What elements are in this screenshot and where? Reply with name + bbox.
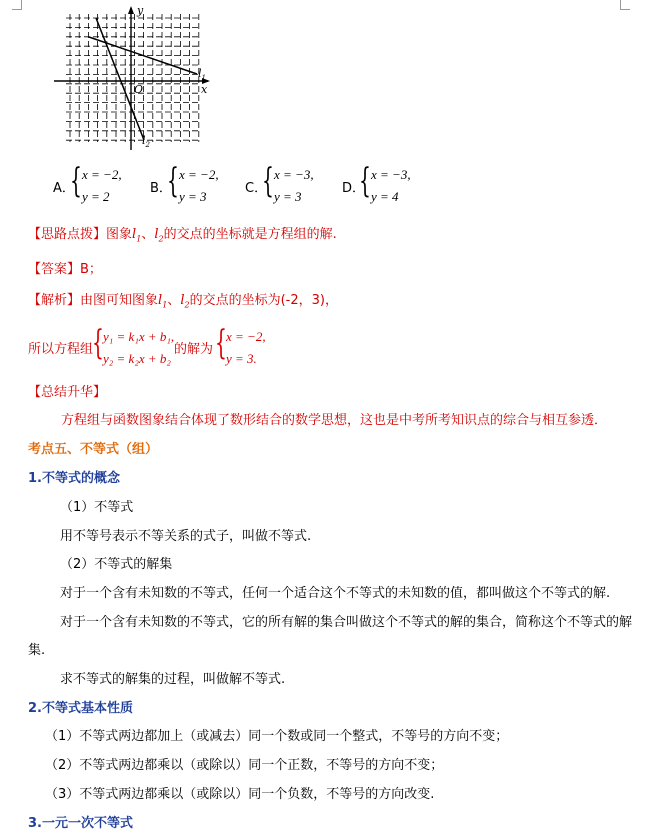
option-letter: B． (150, 181, 172, 196)
analysis-l2 (180, 293, 189, 308)
system-prefix: 所以方程组 (28, 342, 94, 357)
hint-l2 (154, 227, 163, 242)
origin-label: O (134, 83, 144, 96)
brace-icon: { (262, 161, 274, 201)
linear-title: 3.一元一次不等式 (28, 816, 133, 831)
hint-sep: 、 (141, 227, 155, 242)
option-equation: y = 3 (179, 189, 207, 204)
section-title: 考点五、不等式（组） (28, 442, 159, 457)
analysis-l1 (158, 293, 167, 308)
brace-icon: { (215, 323, 227, 363)
option-equation: y = 2 (82, 189, 110, 204)
hint-post: 的交点的坐标就是方程组的解. (163, 227, 337, 242)
solution-eq1: x = −2, (226, 329, 266, 344)
analysis-pre: 由图可知图象 (80, 293, 159, 308)
analysis-l2-letter: l (180, 293, 185, 308)
concept-item2-text3: 求不等式的解集的过程，叫做解不等式. (60, 672, 286, 687)
solution-eq2: y = 3. (226, 351, 257, 366)
analysis-tag: 【解析】 (28, 293, 81, 308)
line1-letter: l (198, 67, 202, 80)
option-letter: A． (53, 181, 75, 196)
line1-subscript: 1 (201, 74, 206, 82)
option-system (82, 164, 122, 208)
property-2: （2）不等式两边都乘以（或除以）同一个正数，不等号的方向不变； (45, 758, 444, 773)
brace-icon: { (70, 161, 82, 201)
hint-l1-sub: 1 (136, 234, 142, 244)
brace-icon: { (167, 161, 179, 201)
property-3: （3）不等式两边都乘以（或除以）同一个负数，不等号的方向改变. (45, 787, 435, 802)
concept-item2-text2b: 集. (28, 643, 46, 658)
option-letter: D． (342, 181, 366, 196)
analysis-l1-sub: 1 (162, 300, 168, 310)
x-axis-label: x (201, 83, 208, 96)
system-eq2: y₂ = k₂x + b₂ (103, 351, 171, 366)
analysis-l2-sub: 2 (184, 300, 190, 310)
option-system (274, 164, 314, 208)
option-system (371, 164, 411, 208)
hint-l2-letter: l (154, 227, 159, 242)
summary-body: 方程组与函数图象结合体现了数形结合的数学思想，这也是中考所考知识点的综合与相互参透． (61, 413, 608, 428)
analysis-post: 的交点的坐标为(-2，3)， (189, 293, 338, 308)
concept-item2-text2a: 对于一个含有未知数的不等式，它的所有解的集合叫做这个不等式的解的集合，简称这个不等式的解 (60, 615, 633, 630)
option-equation: x = −3, (274, 167, 314, 182)
concept-item2-text1: 对于一个含有未知数的不等式，任何一个适合这个不等式的未知数的值，都叫做这个不等式的解. (60, 586, 611, 601)
hint-l2-sub: 2 (158, 234, 164, 244)
analysis-l1-letter: l (158, 293, 163, 308)
property-1: （1）不等式两边都加上（或减去）同一个数或同一个整式，不等号的方向不变； (45, 729, 509, 744)
hint-line (28, 226, 337, 248)
brace-icon: { (92, 323, 104, 363)
hint-tag: 【思路点拨】 (28, 227, 107, 242)
line2-subscript: 2 (145, 141, 150, 149)
option-equation: x = −2, (82, 167, 122, 182)
option-letter: C． (245, 181, 268, 196)
system-eq1: y₁ = k₁x + b₁, (103, 329, 175, 344)
answer-line: 【答案】B； (28, 262, 102, 277)
hint-l1 (132, 227, 141, 242)
option-equation: x = −3, (371, 167, 411, 182)
line2-letter: l (142, 134, 146, 147)
system-equations (103, 326, 174, 370)
brace-icon: { (359, 161, 371, 201)
concept-item2-label: （2）不等式的解集 (60, 557, 173, 572)
analysis-sep: 、 (167, 293, 181, 308)
hint-l1-letter: l (132, 227, 137, 242)
concept-title: 1.不等式的概念 (28, 471, 120, 486)
analysis-line (28, 292, 338, 314)
properties-title: 2.不等式基本性质 (28, 701, 133, 716)
summary-title: 【总结升华】 (28, 385, 107, 400)
grid-lines (66, 14, 200, 142)
option-equation: x = −2, (179, 167, 219, 182)
coordinate-graph (50, 2, 220, 152)
system-solution (226, 326, 266, 370)
system-middle: 的解为 (174, 342, 214, 357)
hint-pre: 图象 (106, 227, 133, 242)
page-corner-mark (620, 0, 630, 10)
line2-label (142, 134, 151, 149)
option-equation: y = 3 (274, 189, 302, 204)
option-system (179, 164, 219, 208)
y-axis-label: y (137, 4, 144, 17)
line1-label (198, 67, 206, 82)
concept-item1-text: 用不等号表示不等关系的式子，叫做不等式. (60, 529, 312, 544)
concept-item1-label: （1）不等式 (60, 500, 134, 515)
y-axis-arrow (128, 6, 134, 14)
page-corner-mark (12, 0, 22, 10)
option-equation: y = 4 (371, 189, 399, 204)
